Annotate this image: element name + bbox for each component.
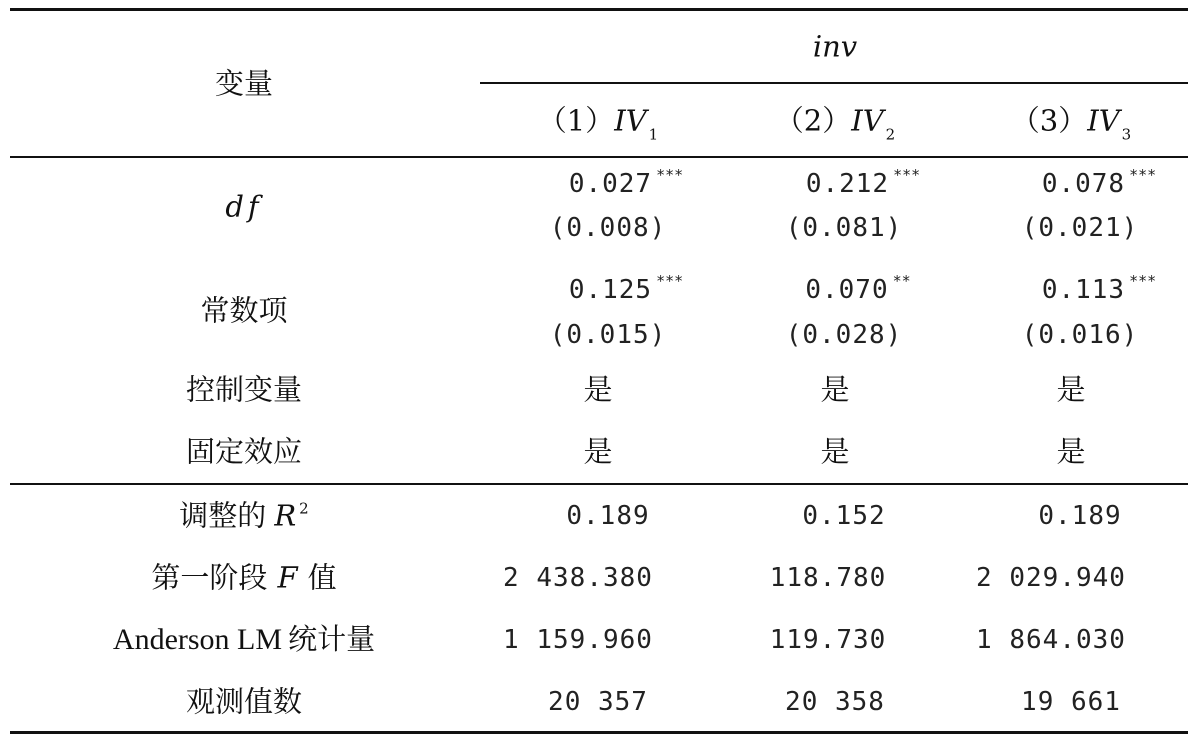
- top-rule: [10, 8, 1188, 11]
- variable-header: 变量: [214, 66, 274, 101]
- observations-3: 19 661: [1021, 687, 1121, 717]
- coef-const-2: 0.070 **: [805, 272, 911, 305]
- row-label-controls: 控制变量: [185, 372, 303, 407]
- coef-df-2: 0.212 ***: [805, 166, 921, 199]
- adj-r2-3: 0.189: [1038, 501, 1122, 531]
- row-label-constant: 常数项: [200, 293, 288, 328]
- coef-df-3: 0.078 ***: [1041, 166, 1157, 199]
- anderson-lm-1: 1 159.960: [503, 625, 653, 655]
- row-label-fixed-effects: 固定效应: [185, 434, 303, 469]
- adj-r2-2: 0.152: [802, 501, 886, 531]
- row-label-adj-r2: 调整的 R $^2$: [179, 498, 309, 533]
- se-df-3: (0.021): [1021, 213, 1139, 243]
- se-const-2: (0.028): [785, 320, 903, 350]
- group-header: inv: [812, 29, 858, 64]
- se-const-3: (0.016): [1021, 320, 1139, 350]
- header-bottom-rule: [10, 156, 1188, 158]
- row-label-anderson-lm: Anderson LM 统计量: [112, 622, 376, 656]
- observations-2: 20 358: [785, 687, 885, 717]
- fixed-effects-2: 是: [820, 434, 850, 469]
- first-stage-f-1: 2 438.380: [503, 563, 653, 593]
- bottom-rule: [10, 731, 1188, 734]
- controls-3: 是: [1056, 372, 1086, 407]
- adj-r2-1: 0.189: [566, 501, 650, 531]
- se-const-1: (0.015): [549, 320, 667, 350]
- coef-const-1: 0.125 ***: [568, 272, 684, 305]
- row-label-df: df: [225, 189, 263, 224]
- row-label-first-stage-f: 第一阶段 F 值: [151, 560, 337, 595]
- first-stage-f-2: 118.780: [769, 563, 887, 593]
- se-df-2: (0.081): [785, 213, 903, 243]
- observations-1: 20 357: [548, 687, 648, 717]
- se-df-1: (0.008): [549, 213, 667, 243]
- controls-2: 是: [820, 372, 850, 407]
- anderson-lm-3: 1 864.030: [976, 625, 1126, 655]
- fixed-effects-3: 是: [1056, 434, 1086, 469]
- mid-rule: [10, 483, 1188, 485]
- column-header-3: （3）IV $_3$: [1010, 103, 1132, 144]
- row-label-observations: 观测值数: [185, 684, 303, 719]
- fixed-effects-1: 是: [583, 434, 613, 469]
- column-header-2: （2）IV $_2$: [774, 103, 896, 144]
- coef-const-3: 0.113 ***: [1041, 272, 1157, 305]
- group-rule: [480, 82, 1188, 84]
- coef-df-1: 0.027 ***: [568, 166, 684, 199]
- anderson-lm-2: 119.730: [769, 625, 887, 655]
- first-stage-f-3: 2 029.940: [976, 563, 1126, 593]
- column-header-1: （1）IV $_1$: [537, 103, 659, 144]
- controls-1: 是: [583, 372, 613, 407]
